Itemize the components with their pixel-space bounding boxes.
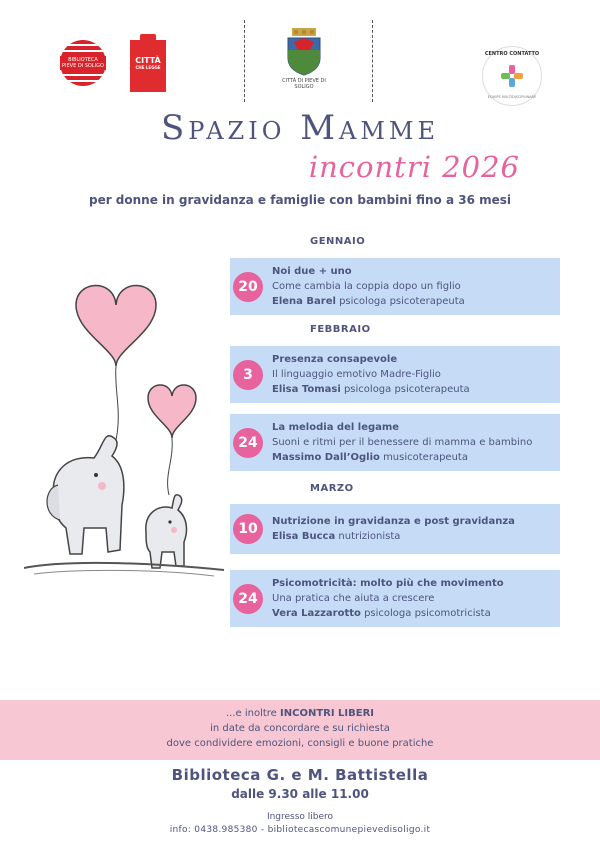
centro-contatto-logo [482, 46, 542, 106]
venue-name: Biblioteca G. e M. Battistella [171, 766, 429, 784]
event-speaker: Elisa Tomasi [272, 384, 341, 395]
centro-contatto-sub: EQUIPE MULTIDISCIPLINARE [487, 95, 537, 99]
event-speaker-role: psicologa psicomotricista [360, 608, 491, 619]
event-day-badge: 24 [233, 584, 263, 614]
event-card [230, 570, 560, 627]
event-speaker: Elena Barel [272, 296, 336, 307]
event-description: Il linguaggio emotivo Madre-Figlio [272, 369, 441, 380]
month-heading-marzo: MARZO [310, 483, 354, 494]
citta-logo-text: CITTÀ [135, 56, 161, 65]
entry-note: Ingresso libero [266, 812, 334, 822]
incontri-liberi-band [0, 700, 600, 760]
event-day-badge: 10 [233, 514, 263, 544]
logo-divider [244, 20, 245, 102]
event-title: Psicomotricità: molto più che movimento [272, 578, 504, 589]
elephants-balloons-illustration [24, 270, 234, 590]
event-description: Una pratica che aiuta a crescere [272, 593, 435, 604]
pieve-di-soligo-crest-icon [284, 28, 324, 76]
citta-logo-sub: CHE LEGGE [135, 65, 161, 70]
logo-bar [0, 18, 600, 108]
contact-info: info: 0438.985380 - bibliotecascomunepievedisoligo.it [169, 825, 431, 835]
event-speaker: Massimo Dall’Oglio [272, 452, 380, 463]
event-card [230, 414, 560, 471]
event-day-badge: 3 [233, 360, 263, 390]
book-roof-icon [140, 34, 156, 48]
event-speaker: Elisa Bucca [272, 531, 336, 542]
centro-contatto-text: CENTRO CONTATTO [484, 51, 540, 57]
event-speaker-role: musicoterapeuta [379, 452, 468, 463]
event-speaker-role: nutrizionista [335, 531, 401, 542]
event-title: Nutrizione in gravidanza e post gravidanza [272, 516, 515, 527]
event-description: Come cambia la coppia dopo un figlio [272, 281, 461, 292]
event-time: dalle 9.30 alle 11.00 [231, 787, 369, 801]
page-title: Spazio Mamme [160, 108, 440, 148]
event-speaker-role: psicologa psicoterapeuta [335, 296, 465, 307]
band-line-3: dove condividere emozioni, consigli e buone pratiche [166, 738, 434, 749]
logo-divider [372, 20, 373, 102]
month-heading-gennaio: GENNAIO [310, 236, 366, 247]
event-speaker-role: psicologa psicoterapeuta [340, 384, 470, 395]
event-day-badge: 20 [233, 272, 263, 302]
event-title: Presenza consapevole [272, 354, 398, 365]
cross-hands-icon [501, 65, 523, 87]
event-card [230, 258, 560, 315]
event-title: La melodia del legame [272, 422, 400, 433]
band-prefix: ...e inoltre [225, 708, 281, 719]
band-line-2: in date da concordare e su richiesta [210, 723, 390, 734]
crest-caption: CITTÀ DI PIEVE DI SOLIGO [282, 78, 326, 90]
band-highlight: INCONTRI LIBERI [280, 708, 375, 719]
biblioteca-logo [60, 40, 106, 86]
event-title: Noi due + uno [272, 266, 352, 277]
event-description: Suoni e ritmi per il benessere di mamma e bambino [272, 437, 533, 448]
month-heading-febbraio: FEBBRAIO [310, 324, 371, 335]
page-subtitle: incontri 2026 [308, 150, 520, 184]
citta-che-legge-logo [130, 40, 166, 92]
event-card [230, 346, 560, 403]
tagline: per donne in gravidanza e famiglie con bambini fino a 36 mesi [88, 193, 512, 207]
event-day-badge: 24 [233, 428, 263, 458]
event-speaker: Vera Lazzarotto [272, 608, 361, 619]
event-card [230, 504, 560, 554]
biblioteca-logo-text: BIBLIOTECA PIEVE DI SOLIGO [60, 56, 106, 70]
